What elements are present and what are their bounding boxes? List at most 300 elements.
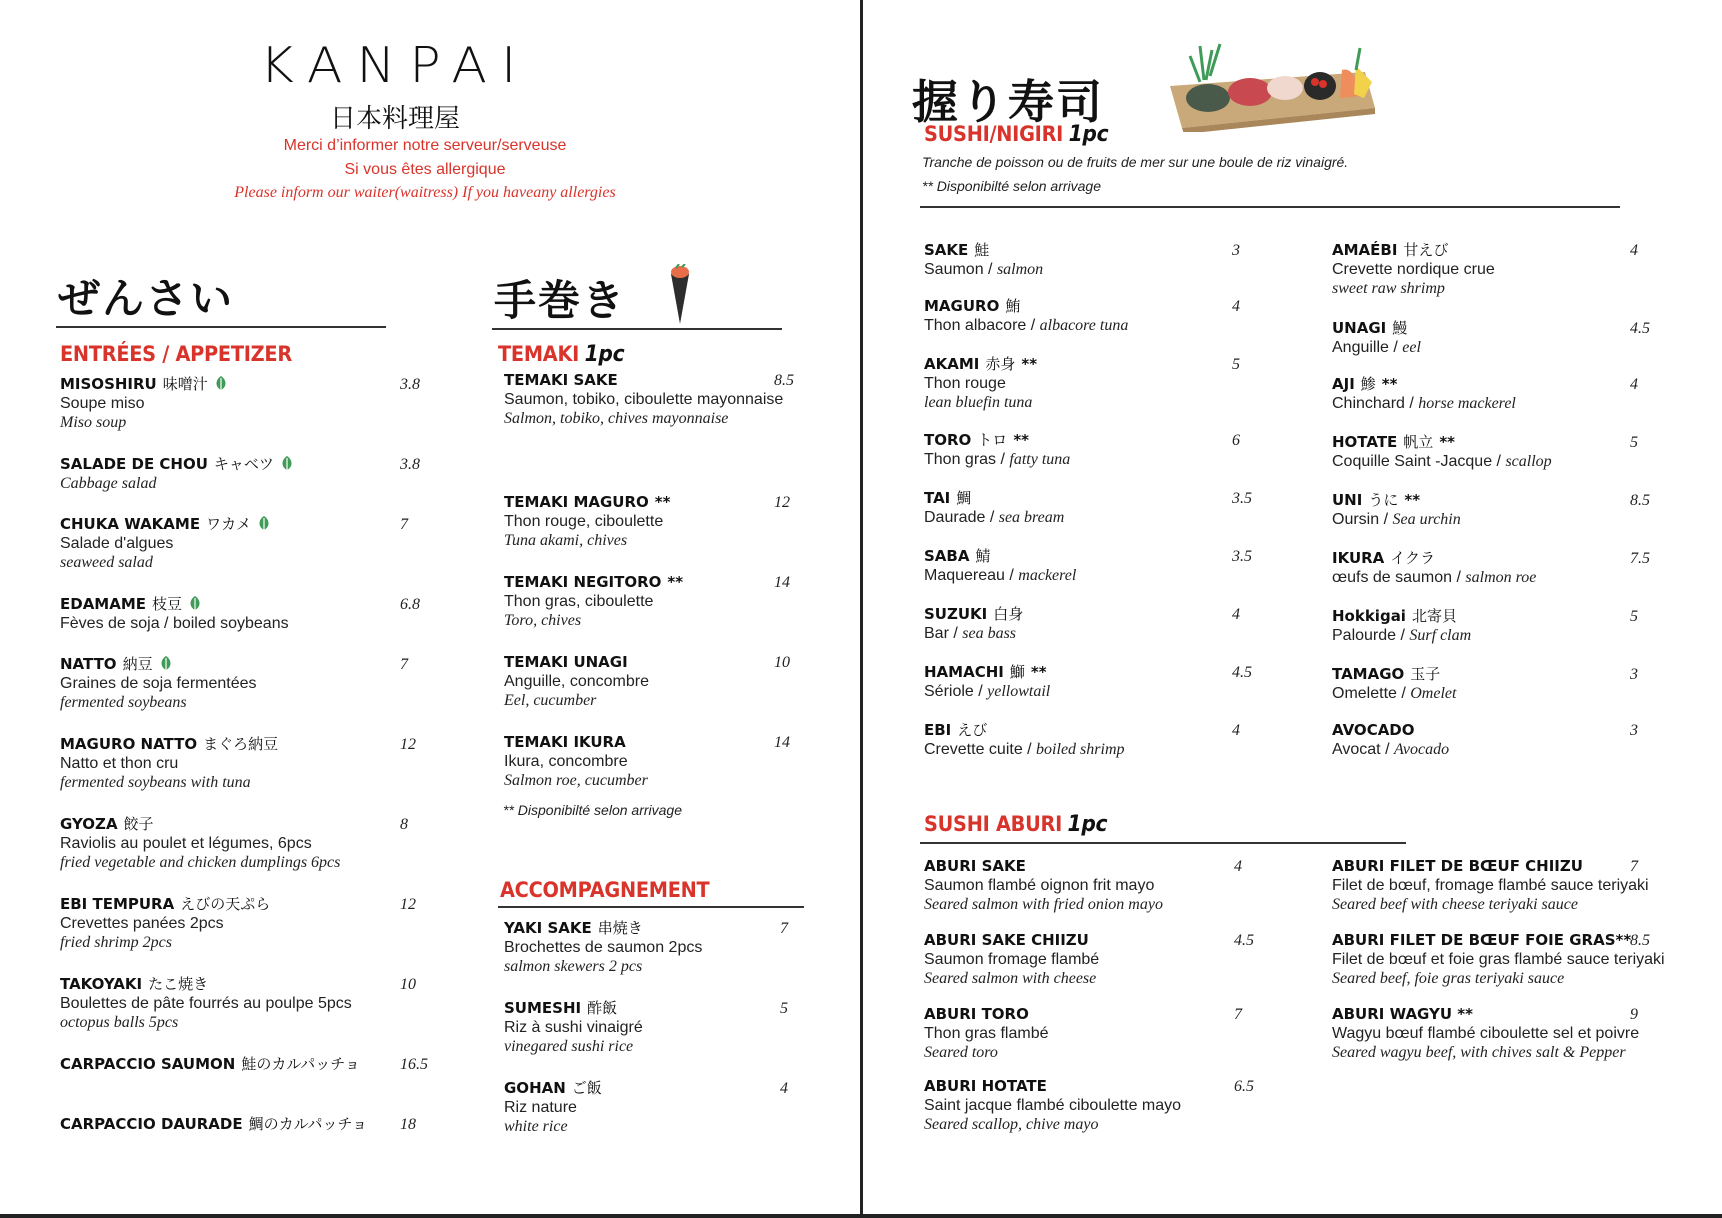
menu-item-head (924, 856, 1264, 876)
menu-item (1332, 856, 1704, 914)
menu-item-french: Maquereau / (924, 567, 1019, 584)
menu-item-japanese: 鮪 (1005, 297, 1021, 315)
menu-item-japanese: 鰻 (1392, 319, 1408, 337)
menu-item (924, 1076, 1264, 1134)
nigiri-availability-note: ** Disponibilté selon arrivage (922, 178, 1101, 194)
menu-item-head (924, 720, 1244, 740)
menu-item-japanese: トロ (977, 431, 1008, 449)
menu-item-english: seaweed salad (60, 554, 153, 571)
menu-item-name: EBI (924, 721, 952, 739)
menu-item-japanese: 鮭 (974, 241, 990, 259)
menu-item-price: 3.8 (400, 376, 420, 393)
menu-item (60, 894, 440, 952)
menu-item-price: 4 (1232, 722, 1240, 739)
menu-item (924, 240, 1244, 279)
menu-item-description (924, 508, 1244, 527)
menu-item-english: Seared wagyu beef, with chives salt & Pepper (1332, 1044, 1626, 1061)
menu-item-japanese: 鰤 (1009, 663, 1025, 681)
menu-item-french: Fèves de soja / boiled soybeans (60, 615, 289, 632)
menu-item-french: Thon rouge, ciboulette (504, 513, 664, 530)
menu-item (60, 514, 440, 572)
menu-item-price: 4 (1232, 298, 1240, 315)
menu-item-english: sea bass (962, 625, 1017, 642)
menu-item (924, 856, 1264, 914)
menu-item-description (924, 316, 1244, 335)
bottom-rule (0, 1214, 1722, 1218)
menu-item-price: 8.5 (1630, 932, 1650, 949)
menu-item-head (60, 1054, 440, 1074)
menu-item-name: MISOSHIRU (60, 375, 157, 393)
menu-item (60, 734, 440, 792)
menu-item-english: salmon (996, 261, 1044, 278)
menu-item-description (1332, 452, 1652, 471)
menu-item-head (924, 296, 1244, 316)
menu-item-japanese: 鯵 (1360, 375, 1376, 393)
menu-item-head (60, 594, 440, 614)
accompagnement-section-title: ACCOMPAGNEMENT (500, 878, 710, 902)
menu-item-head (924, 662, 1244, 682)
menu-item-english: sweet raw shrimp (1332, 280, 1445, 297)
menu-item-name: AVOCADO (1332, 721, 1415, 739)
menu-item-french: Saumon flambé oignon frit mayo (924, 877, 1155, 894)
menu-item-french: Saumon fromage flambé (924, 951, 1100, 968)
menu-item-japanese: 串焼き (597, 919, 643, 937)
menu-item-name: CARPACCIO DAURADE (60, 1115, 243, 1133)
menu-item-head (1332, 548, 1652, 568)
menu-item-english: Eel, cucumber (504, 692, 597, 709)
menu-item-head (924, 546, 1244, 566)
menu-item-price: 7 (400, 656, 408, 673)
menu-item-english: Toro, chives (504, 612, 582, 629)
menu-item (1332, 606, 1652, 645)
menu-item (504, 732, 804, 790)
menu-item-price: 5 (780, 1000, 788, 1017)
menu-item (1332, 374, 1652, 413)
menu-item-english: lean bluefin tuna (924, 394, 1033, 411)
menu-item-head (504, 652, 804, 672)
sushi-platter-icon (1160, 36, 1385, 132)
menu-item-head (60, 374, 440, 394)
menu-item-name: TEMAKI IKURA (504, 733, 626, 751)
brand-header (220, 37, 570, 135)
menu-item-description (924, 682, 1244, 701)
menu-item-name: YAKI SAKE (504, 919, 592, 937)
menu-item-price: 5 (1630, 608, 1638, 625)
menu-item (1332, 664, 1652, 703)
menu-item-name: ABURI SAKE (924, 857, 1026, 875)
menu-item-head (1332, 318, 1652, 338)
menu-item-name: GYOZA (60, 815, 118, 833)
menu-item-price: 8.5 (774, 372, 794, 389)
menu-item (1332, 930, 1704, 988)
menu-item-name: CHUKA WAKAME (60, 515, 201, 533)
nigiri-rule (920, 206, 1620, 208)
menu-item-english: horse mackerel (1418, 395, 1516, 412)
menu-item-name: ABURI TORO (924, 1005, 1029, 1023)
menu-item (504, 998, 804, 1056)
menu-item-name: ABURI FILET DE BŒUF CHIIZU (1332, 857, 1583, 875)
menu-item-price: 4 (1234, 858, 1242, 875)
menu-item (924, 430, 1244, 469)
menu-item-head (60, 974, 440, 994)
nigiri-description: Tranche de poisson ou de fruits de mer sur une boule de riz vinaigré. (922, 154, 1349, 170)
menu-item-name: UNI (1332, 491, 1363, 509)
menu-item-name: TEMAKI SAKE (504, 371, 618, 389)
menu-item-name: HAMACHI (924, 663, 1004, 681)
menu-item-name: SAKE (924, 241, 969, 259)
menu-item-price: 5 (1630, 434, 1638, 451)
menu-item-french: Avocat / (1332, 741, 1394, 758)
menu-item-head (60, 514, 440, 534)
menu-item-japanese: 鮭のカルパッチョ (241, 1055, 360, 1073)
menu-item-japanese: 赤身 (985, 355, 1016, 373)
menu-item-english: sea bream (998, 509, 1065, 526)
menu-item-price: 6.5 (1234, 1078, 1254, 1095)
menu-item-french: Bar / (924, 625, 963, 642)
temaki-section-title: TEMAKI 1pc (498, 342, 625, 367)
allergy-en-line: Please inform our waiter(waitress) If you haveany allergies (234, 184, 616, 201)
menu-item-price: 4 (1630, 376, 1638, 393)
menu-item-head (924, 430, 1244, 450)
menu-item-english: fermented soybeans (60, 694, 187, 711)
menu-item-price: 4 (780, 1080, 788, 1097)
allergy-fr-line-1: Merci d’informer notre serveur/serveuse (283, 137, 567, 154)
menu-item-english: mackerel (1018, 567, 1077, 584)
menu-item (60, 594, 440, 633)
menu-item (60, 454, 440, 493)
menu-item-english: octopus balls 5pcs (60, 1014, 179, 1031)
menu-item (924, 720, 1244, 759)
menu-item-head (1332, 856, 1704, 876)
menu-item-japanese: 甘えび (1403, 241, 1449, 259)
nigiri-section-title: SUSHI/NIGIRI 1pc (924, 122, 1109, 147)
menu-item-price: 10 (774, 654, 790, 671)
menu-item-description (924, 566, 1244, 585)
menu-item-name: TORO (924, 431, 972, 449)
menu-item (924, 1004, 1264, 1062)
menu-item-french: Riz nature (504, 1099, 577, 1116)
availability-stars: ** (654, 493, 671, 511)
menu-item-french: œufs de saumon / (1332, 569, 1466, 586)
menu-item-english: Seared salmon with cheese (924, 970, 1097, 987)
menu-item-english: salmon roe (1465, 569, 1537, 586)
menu-item-head (924, 354, 1244, 374)
menu-item-name: HOTATE (1332, 433, 1398, 451)
menu-item-price: 16.5 (400, 1056, 428, 1073)
availability-stars: ** (1013, 431, 1030, 449)
menu-item-description (924, 450, 1244, 469)
menu-item-price: 14 (774, 734, 790, 751)
menu-item-head (924, 1076, 1264, 1096)
menu-item-name: AKAMI (924, 355, 980, 373)
menu-item-english: Omelet (1410, 685, 1457, 702)
temaki-rule (492, 328, 782, 330)
menu-item-name: TAI (924, 489, 951, 507)
menu-item-name: MAGURO NATTO (60, 735, 198, 753)
menu-item-price: 3 (1630, 666, 1638, 683)
menu-item-name: Hokkigai (1332, 607, 1406, 625)
menu-item-price: 7 (400, 516, 408, 533)
menu-item-japanese: 白身 (993, 605, 1024, 623)
menu-item-name: IKURA (1332, 549, 1385, 567)
menu-item-name: TAMAGO (1332, 665, 1405, 683)
allergy-fr-line-2: Si vous êtes allergique (344, 161, 506, 178)
menu-item-english: Seared beef with cheese teriyaki sauce (1332, 896, 1578, 913)
menu-item-description (1332, 684, 1652, 703)
menu-item-head (924, 930, 1264, 950)
menu-item (1332, 1004, 1704, 1062)
menu-item-french: Sériole / (924, 683, 988, 700)
menu-item-price: 18 (400, 1116, 416, 1133)
menu-item-japanese: キャベツ (213, 455, 274, 473)
menu-item-english: fried vegetable and chicken dumplings 6pcs (60, 854, 341, 871)
availability-stars: ** (667, 573, 684, 591)
menu-item (1332, 318, 1652, 357)
menu-item-name: TEMAKI NEGITORO (504, 573, 662, 591)
menu-item-japanese: まぐろ納豆 (203, 735, 279, 753)
menu-item-head (60, 894, 440, 914)
menu-item-english: eel (1402, 339, 1421, 356)
menu-item-french: Daurade / (924, 509, 999, 526)
menu-item-japanese: 餃子 (123, 815, 154, 833)
menu-item-english: white rice (504, 1118, 568, 1135)
menu-item (60, 654, 440, 712)
menu-item-english: Avocado (1393, 741, 1450, 758)
menu-item-french: Anguille / (1332, 339, 1403, 356)
menu-item-price: 14 (774, 574, 790, 591)
menu-item-french: Oursin / (1332, 511, 1393, 528)
menu-item-english: scallop (1505, 453, 1552, 470)
menu-item-japanese: ご飯 (571, 1079, 602, 1097)
menu-item-price: 4 (1630, 242, 1638, 259)
menu-item-name: AJI (1332, 375, 1355, 393)
menu-item-description (1332, 510, 1652, 529)
menu-item-price: 6 (1232, 432, 1240, 449)
temaki-cone-icon (668, 264, 692, 326)
menu-item-price: 8.5 (1630, 492, 1650, 509)
menu-item-name: ABURI FILET DE BŒUF FOIE GRAS** (1332, 931, 1632, 949)
menu-item-english: Sea urchin (1392, 511, 1461, 528)
menu-item-french: Thon gras, ciboulette (504, 593, 654, 610)
menu-item-name: SUZUKI (924, 605, 988, 623)
menu-item-french: Ikura, concombre (504, 753, 628, 770)
nigiri-pcs: 1pc (1068, 122, 1109, 147)
menu-item-name: GOHAN (504, 1079, 566, 1097)
menu-item-head (924, 240, 1244, 260)
menu-item-price: 5 (1232, 356, 1240, 373)
menu-item-head (504, 732, 804, 752)
availability-stars: ** (1381, 375, 1398, 393)
menu-item-description (1332, 338, 1652, 357)
menu-item-head (924, 604, 1244, 624)
vegetarian-leaf-icon (159, 655, 173, 671)
menu-item-name: TAKOYAKI (60, 975, 143, 993)
menu-item-french: Saumon, tobiko, ciboulette mayonnaise (504, 391, 784, 408)
menu-item-price: 12 (774, 494, 790, 511)
menu-item (504, 370, 804, 428)
menu-item-english: fried shrimp 2pcs (60, 934, 172, 951)
menu-item-english: Miso soup (60, 414, 127, 431)
menu-item (504, 652, 804, 710)
menu-item (60, 814, 440, 872)
menu-item-french: Graines de soja fermentées (60, 675, 257, 692)
vegetarian-leaf-icon (214, 375, 228, 391)
menu-item-head (60, 654, 440, 674)
menu-item-french: Thon gras flambé (924, 1025, 1049, 1042)
menu-item-french: Natto et thon cru (60, 755, 179, 772)
entrees-brush-title: ぜんさい (58, 274, 235, 323)
menu-item-french: Anguille, concombre (504, 673, 649, 690)
menu-item-english: fermented soybeans with tuna (60, 774, 251, 791)
menu-item (60, 1054, 440, 1074)
menu-item-price: 12 (400, 896, 416, 913)
menu-item-english: yellowtail (987, 683, 1051, 700)
aburi-rule (920, 842, 1406, 844)
menu-item-head (60, 734, 440, 754)
menu-item-japanese: 帆立 (1403, 433, 1434, 451)
page-divider (860, 0, 863, 1218)
menu-item-japanese: 枝豆 (152, 595, 183, 613)
menu-item-description (1332, 626, 1652, 645)
menu-item-japanese: 北寄貝 (1411, 607, 1457, 625)
menu-item-french: Soupe miso (60, 395, 145, 412)
menu-item-english: Salmon, tobiko, chives mayonnaise (504, 410, 729, 427)
menu-item-english: Seared scallop, chive mayo (924, 1116, 1099, 1133)
menu-item-japanese: 味噌汁 (162, 375, 208, 393)
menu-item-description (924, 260, 1244, 279)
menu-item (924, 546, 1252, 585)
aburi-pcs: 1pc (1067, 812, 1108, 837)
allergy-notice (190, 134, 660, 204)
entrees-section-title: ENTRÉES / APPETIZER (60, 342, 292, 366)
menu-item-name: TEMAKI UNAGI (504, 653, 628, 671)
menu-item-price: 3 (1232, 242, 1240, 259)
menu-item-japanese: ワカメ (206, 515, 252, 533)
menu-item-head (504, 998, 804, 1018)
menu-item-japanese: 酢飯 (587, 999, 618, 1017)
menu-item (924, 488, 1252, 527)
menu-item-japanese: 鯖 (975, 547, 991, 565)
menu-item-description (924, 624, 1244, 643)
temaki-pcs: 1pc (584, 342, 625, 367)
menu-item (1332, 240, 1652, 298)
menu-item-name: NATTO (60, 655, 117, 673)
availability-stars: ** (1404, 491, 1421, 509)
menu-item-name: SALADE DE CHOU (60, 455, 208, 473)
menu-item-french: Thon rouge (924, 375, 1006, 392)
menu-item-description (1332, 740, 1652, 759)
menu-item-price: 4.5 (1630, 320, 1650, 337)
menu-item-japanese: 鯛のカルパッチョ (248, 1115, 368, 1133)
menu-item-french: Palourde / (1332, 627, 1410, 644)
menu-item-japanese: えびの天ぷら (180, 895, 271, 913)
vegetarian-leaf-icon (188, 595, 202, 611)
menu-item (924, 296, 1244, 335)
menu-item-price: 10 (400, 976, 416, 993)
menu-item (60, 1114, 440, 1134)
menu-item-name: ABURI HOTATE (924, 1077, 1047, 1095)
menu-item-head (924, 1004, 1264, 1024)
menu-item-french: Saumon / (924, 261, 997, 278)
menu-item-english: Seared beef, foie gras teriyaki sauce (1332, 970, 1565, 987)
brand-name: KANPAI (259, 37, 531, 95)
menu-item-name: SABA (924, 547, 970, 565)
menu-item (1332, 548, 1652, 587)
menu-item-price: 7 (780, 920, 788, 937)
menu-item-english: albacore tuna (1039, 317, 1129, 334)
menu-item (504, 918, 804, 976)
menu-item-head (1332, 1004, 1704, 1024)
temaki-availability-note: ** Disponibilté selon arrivage (503, 802, 682, 818)
menu-item-english: fatty tuna (1009, 451, 1071, 468)
menu-item-english: salmon skewers 2 pcs (504, 958, 643, 975)
menu-item (924, 354, 1244, 412)
menu-item (924, 930, 1264, 988)
menu-item-japanese: イクラ (1390, 549, 1435, 567)
menu-item-japanese: えび (957, 721, 988, 739)
menu-item-price: 6.8 (400, 596, 420, 613)
menu-item-name: ABURI WAGYU ** (1332, 1005, 1473, 1023)
menu-item-price: 9 (1630, 1006, 1638, 1023)
menu-item-price: 3 (1630, 722, 1638, 739)
menu-item-price: 4.5 (1234, 932, 1254, 949)
menu-item-english: Surf clam (1409, 627, 1472, 644)
menu-item-name: UNAGI (1332, 319, 1387, 337)
menu-item-name: EBI TEMPURA (60, 895, 175, 913)
menu-item-name: CARPACCIO SAUMON (60, 1055, 236, 1073)
menu-item-head (1332, 240, 1652, 260)
menu-item-head (504, 918, 804, 938)
menu-item-french: Filet de bœuf, fromage flambé sauce teriyaki (1332, 877, 1649, 894)
menu-item-japanese: たこ焼き (148, 975, 209, 993)
menu-item-price: 8 (400, 816, 408, 833)
menu-item (924, 662, 1252, 701)
menu-item (924, 604, 1244, 643)
menu-item-english: Salmon roe, cucumber (504, 772, 648, 789)
menu-item-price: 3.5 (1232, 490, 1252, 507)
menu-item-name: SUMESHI (504, 999, 582, 1017)
menu-item-price: 4.5 (1232, 664, 1252, 681)
menu-item-name: EDAMAME (60, 595, 147, 613)
menu-item-japanese: 納豆 (122, 655, 153, 673)
menu-item-head (1332, 606, 1652, 626)
menu-item-french: Raviolis au poulet et légumes, 6pcs (60, 835, 312, 852)
menu-item-head (504, 1078, 804, 1098)
menu-item-french: Coquille Saint -Jacque / (1332, 453, 1506, 470)
menu-item-head (1332, 490, 1652, 510)
menu-item (1332, 720, 1652, 759)
aburi-section-title: SUSHI ABURI 1pc (924, 812, 1108, 837)
temaki-brush-title: 手巻き (494, 276, 627, 325)
menu-item-french: Filet de bœuf et foie gras flambé sauce teriyaki (1332, 951, 1665, 968)
menu-item-name: TEMAKI MAGURO (504, 493, 649, 511)
menu-item-french: Thon albacore / (924, 317, 1040, 334)
menu-item-english: Cabbage salad (60, 475, 157, 492)
menu-item-japanese: うに (1368, 491, 1399, 509)
menu-item-price: 7 (1234, 1006, 1242, 1023)
menu-item-head (1332, 720, 1652, 740)
menu-item (1332, 432, 1652, 471)
menu-item (504, 1078, 804, 1136)
menu-item-head (1332, 374, 1652, 394)
menu-item (60, 974, 440, 1032)
menu-item-english: boiled shrimp (1036, 741, 1125, 758)
menu-item-head (504, 492, 804, 512)
menu-item-french: Saint jacque flambé ciboulette mayo (924, 1097, 1182, 1114)
nigiri-brush-title: 握り寿司 (912, 75, 1104, 129)
menu-item-french: Crevette cuite / (924, 741, 1037, 758)
menu-item-japanese: 玉子 (1410, 665, 1441, 683)
